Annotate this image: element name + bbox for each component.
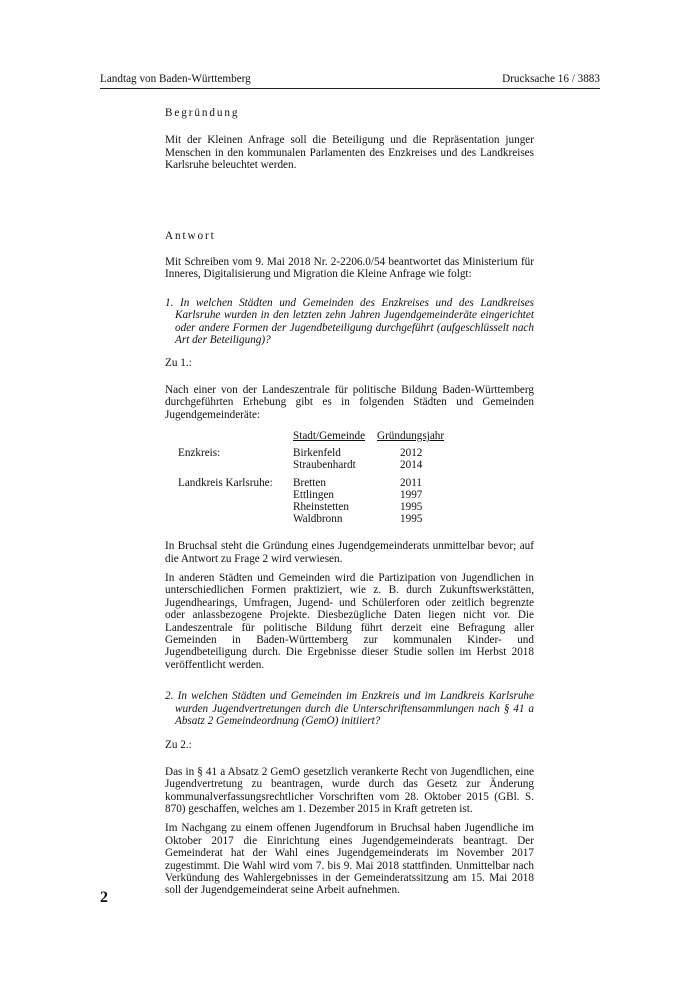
answer-1-p2: In Bruchsal steht die Gründung eines Jugendgemeinderats unmittelbar bevor; auf die Antwort zu Frage 2 wird verwiesen.: [165, 540, 534, 565]
table-cell-jahr: 2012: [400, 447, 423, 460]
page-header: [100, 71, 600, 87]
begruendung-text: Mit der Kleinen Anfrage soll die Beteiligung und die Repräsentation junger Menschen in den kommunalen Parlamenten des Enzkreises und des Landkreises Karlsruhe beleuchtet werden.: [165, 134, 534, 172]
table-cell-gemeinde: Ettlingen: [293, 489, 335, 502]
question-1-number: 1.: [165, 296, 174, 309]
table-cell-jahr: 1997: [400, 489, 423, 502]
answer-2-label: Zu 2.:: [165, 739, 192, 752]
question-1-text: In welchen Städten und Gemeinden des Enzkreises und des Landkreises Karlsruhe wurden in den letzten zehn Jahren Jugendgemeinderäte eingerichtet oder andere Formen der Jugendbeteiligung durchgeführt (aufgeschlüsselt nach Art der Beteiligung)?: [175, 296, 535, 347]
header-document-number: Drucksache 16 / 3883: [502, 73, 600, 85]
table-cell-gemeinde: Birkenfeld: [293, 447, 341, 460]
question-2-number: 2.: [165, 690, 174, 703]
question-2-text: In welchen Städten und Gemeinden im Enzkreis und im Landkreis Karlsruhe wurden Jugendvertretungen durch die Unterschriftensammlungen nach § 41 a Absatz 2 Gemeindeordnung (GemO) initiiert?: [175, 690, 534, 727]
table-cell-gemeinde: Waldbronn: [293, 513, 343, 526]
answer-2-p2: Im Nachgang zu einem offenen Jugendforum in Bruchsal haben Jugendliche im Oktober 2017 die Einrichtung eines Jugendgemeinderats beantragt. Der Gemeinderat hat der Wahl eines Jugendgemeinderats im November 2017 zugestimmt. Die Wahl wird vom 7. bis 9. Mai 2018 stattfinden. Unmittelbar nach Verkündung des Wahlergebnisses in der Gemeinderatssitzung am 15. Mai 2018 soll der Jugendgemeinderat seine Arbeit aufnehmen.: [165, 822, 534, 897]
question-1: [165, 297, 534, 347]
table-cell-jahr: 2014: [400, 459, 423, 472]
table-cell-jahr: 2011: [400, 477, 422, 490]
answer-1-label: Zu 1.:: [165, 357, 192, 370]
jugendgemeinderaete-table: [165, 430, 534, 526]
antwort-intro: Mit Schreiben vom 9. Mai 2018 Nr. 2-2206.0/54 beantwortet das Ministerium für Inneres, Digitalisierung und Migration die Kleine Anfrage wie folgt:: [165, 256, 534, 281]
page-number: 2: [100, 889, 108, 906]
table-cell-gemeinde: Straubenhardt: [293, 459, 356, 472]
table-header-jahr: Gründungsjahr: [377, 430, 445, 443]
answer-1-p3: In anderen Städten und Gemeinden wird die Partizipation von Jugendlichen in unterschiedlichen Formen praktiziert, wie z. B. durch Zukunftswerkstätten, Jugendhearings, Umfragen, Jugend- und Schülerforen oder zeitlich begrenzte oder anlassbezogene Projekte. Diesbezügliche Daten liegen nicht vor. Die Landeszentrale für politische Bildung führt derzeit eine Befragung aller Gemeinden in Baden-Württemberg zur kommunalen Kinder- und Jugendbeteiligung durch. Die Ergebnisse dieser Studie sollen im Herbst 2018 veröffentlicht werden.: [165, 571, 534, 671]
question-2: [165, 690, 534, 727]
table-cell-gemeinde: Bretten: [293, 477, 326, 490]
antwort-heading: Antwort: [165, 229, 216, 242]
table-cell-gemeinde: Rheinstetten: [293, 501, 349, 514]
table-region: Landkreis Karlsruhe:: [178, 477, 273, 490]
answer-1-p1: Nach einer von der Landeszentrale für politische Bildung Baden-Württemberg durchgeführten Erhebung gibt es in folgenden Städten und Gemeinden Jugendgemeinderäte:: [165, 383, 534, 421]
header-rule: [100, 88, 600, 89]
document-body: [165, 107, 534, 897]
table-cell-jahr: 1995: [400, 513, 423, 526]
table-header-gemeinde: Stadt/Gemeinde: [293, 430, 366, 443]
answer-2-p1: Das in § 41 a Absatz 2 GemO gesetzlich verankerte Recht von Jugendlichen, eine Jugendvertretung zu beantragen, wurde durch das Gesetz zur Änderung kommunalverfassungsrechtlicher Vorschriften vom 28. Oktober 2015 (GBl. S. 870) geschaffen, welches am 1. Dezember 2015 in Kraft getreten ist.: [165, 765, 534, 815]
begruendung-heading: Begründung: [165, 107, 240, 119]
header-parliament: Landtag von Baden-Württemberg: [100, 73, 251, 85]
table-cell-jahr: 1995: [400, 501, 423, 514]
table-region: Enzkreis:: [178, 447, 221, 460]
